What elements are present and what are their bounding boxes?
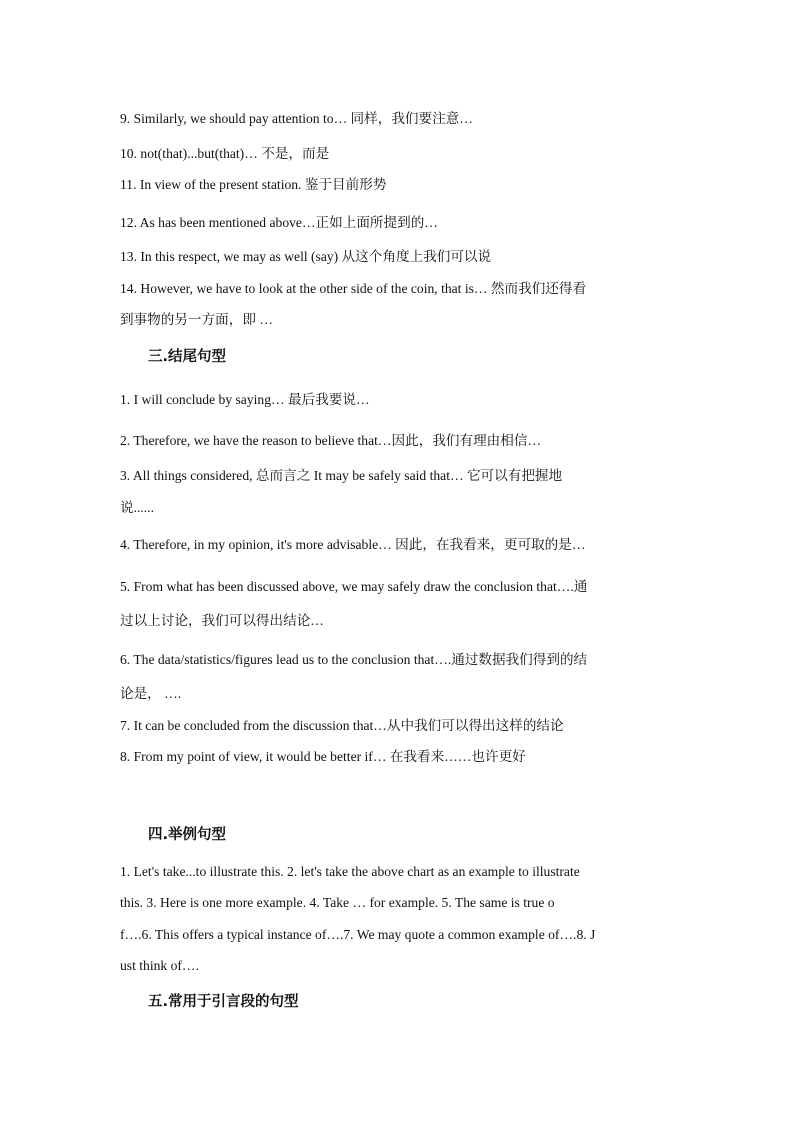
list-item: 9. Similarly, we should pay attention to… 同样，我们要注意… (120, 111, 473, 126)
section-heading: 四.举例句型 (148, 827, 227, 843)
list-item: 1. Let's take...to illustrate this. 2. let's take the above chart as an example to illustrate (120, 864, 580, 879)
list-item: f….6. This offers a typical instance of….7. We may quote a common example of….8. J (120, 927, 596, 942)
list-item: 2. Therefore, we have the reason to believe that…因此，我们有理由相信… (120, 433, 542, 448)
list-item: 过以上讨论，我们可以得出结论… (120, 613, 324, 628)
list-item: 12. As has been mentioned above…正如上面所提到的… (120, 215, 438, 230)
list-item: 8. From my point of view, it would be better if… 在我看来……也许更好 (120, 749, 526, 764)
list-item: 5. From what has been discussed above, we may safely draw the conclusion that….通 (120, 579, 588, 594)
list-item: 1. I will conclude by saying… 最后我要说… (120, 392, 370, 407)
list-item: 10. not(that)...but(that)… 不是，而是 (120, 146, 330, 161)
list-item: 6. The data/statistics/figures lead us to the conclusion that….通过数据我们得到的结 (120, 652, 588, 667)
list-item: 13. In this respect, we may as well (say) 从这个角度上我们可以说 (120, 249, 492, 264)
list-item: 14. However, we have to look at the other side of the coin, that is… 然而我们还得看 (120, 281, 587, 296)
list-item: 11. In view of the present station. 鉴于目前形势 (120, 177, 387, 192)
list-item: 说...... (120, 500, 154, 515)
section-heading: 三.结尾句型 (148, 349, 227, 365)
list-item: 3. All things considered, 总而言之 It may be safely said that… 它可以有把握地 (120, 468, 563, 483)
list-item: 4. Therefore, in my opinion, it's more advisable… 因此，在我看来，更可取的是… (120, 537, 586, 552)
list-item: 论是， …. (120, 686, 182, 701)
section-heading: 五.常用于引言段的句型 (148, 994, 299, 1010)
list-item: ust think of…. (120, 958, 199, 973)
list-item: 7. It can be concluded from the discussion that…从中我们可以得出这样的结论 (120, 718, 564, 733)
list-item: this. 3. Here is one more example. 4. Take … for example. 5. The same is true o (120, 895, 555, 910)
list-item: 到事物的另一方面，即 … (120, 312, 273, 327)
